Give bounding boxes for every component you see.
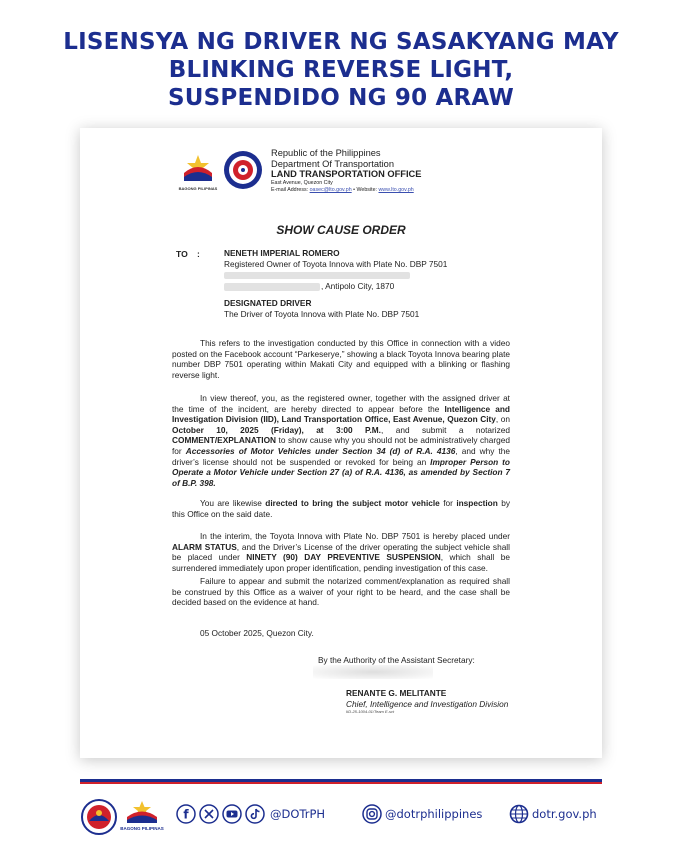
paragraph-4 (172, 531, 510, 573)
facebook-icon[interactable] (176, 804, 196, 824)
letterhead-address: East Avenue, Quezon City (271, 179, 333, 186)
instagram-icon[interactable] (362, 804, 382, 824)
footer-logo-caption: BAGONG PILIPINAS (120, 826, 164, 831)
p4-bold: NINETY (90) DAY PREVENTIVE SUSPENSION (246, 552, 441, 563)
p2-text: , on (495, 414, 510, 425)
youtube-icon[interactable] (222, 804, 242, 824)
reference-number: IID-25-1004-01/Team E-sct (346, 709, 395, 715)
recipient-block (224, 248, 447, 292)
p3-bold: directed to bring the subject motor vehicle (265, 498, 440, 508)
recipient-name: NENETH IMPERIAL ROMERO (224, 248, 340, 258)
p3-text: for (439, 498, 457, 508)
p2-bold-italic: Accessories of Motor Vehicles under Section 34 (d) of R.A. 4136 (185, 445, 456, 456)
letterhead-office: LAND TRANSPORTATION OFFICE (271, 169, 422, 180)
svg-text:f: f (183, 807, 189, 822)
email-label: E-mail Address: (271, 186, 309, 193)
digital-signature-stamp (508, 663, 552, 693)
recipient-redacted-line (224, 270, 447, 281)
paragraph-3 (172, 498, 510, 519)
p4-bold: ALARM STATUS (172, 541, 237, 552)
website-link[interactable]: www.lto.gov.ph (378, 186, 414, 193)
tiktok-icon[interactable] (245, 804, 265, 824)
paragraph-2 (172, 393, 510, 488)
dotr-seal-icon (81, 799, 117, 835)
p2-bold: October 10, 2025 (Friday), at 3:00 P.M. (172, 424, 381, 435)
p4-text: , and the Driver’s License of the driver operating the subject vehicle shall be placed under (172, 541, 510, 563)
p4-text: , which shall be surrendered immediately upon proper identification, pending investigation of this case. (172, 552, 510, 573)
p2-bold: COMMENT/EXPLANATION (172, 435, 277, 446)
headline-line-2: BLINKING REVERSE LIGHT, (168, 57, 514, 83)
x-icon[interactable] (199, 804, 219, 824)
seal-caption: BAGONG PILIPINAS (178, 186, 218, 191)
letterhead-department: Department Of Transportation (271, 158, 394, 169)
show-cause-order-document (80, 128, 602, 758)
designated-desc: The Driver of Toyota Innova with Plate No. DBP 7501 (224, 309, 420, 319)
recipient-city: , Antipolo City, 1870 (321, 281, 395, 291)
p2-text: In view thereof, you, as the registered owner, together with the assigned driver at the time of the incident, are hereby directed to appear before the (172, 393, 510, 414)
designated-driver-block (224, 298, 419, 320)
social-handle[interactable]: @DOTrPH (270, 807, 326, 821)
letterhead-contact (271, 187, 421, 194)
p2-text: to show cause why you should not be administratively charged for (172, 435, 510, 456)
to-label: TO (176, 249, 188, 259)
letterhead (271, 148, 421, 194)
instagram-handle[interactable]: @dotrphilippines (385, 807, 483, 821)
redaction (224, 272, 410, 279)
paragraph-5-text: Failure to appear and submit the notarized comment/explanation as required shall be construed by this Office as a waiver of your right to be heard, and the case shall be decided based on the evidence at hand. (172, 576, 510, 608)
website-handle[interactable]: dotr.gov.ph (532, 807, 597, 821)
headline (0, 28, 682, 112)
p2-bold-italic: Improper Person to Operate a Motor Vehicle under Section 27 (a) of R.A. 4136, as amended by Section 7 of B.P. 398. (172, 456, 511, 488)
bagong-pilipinas-logo (181, 153, 215, 183)
p3-text: You are likewise (200, 498, 266, 508)
p2-bold: Intelligence and Investigation Division (IID), Land Transportation Office, East Avenue, Quezon City (172, 403, 510, 425)
paragraph-1 (172, 338, 510, 380)
globe-icon[interactable] (509, 804, 529, 824)
designated-title: DESIGNATED DRIVER (224, 298, 312, 308)
headline-line-1: LISENSYA NG DRIVER NG SASAKYANG MAY (63, 29, 619, 55)
headline-line-3: SUSPENDIDO NG 90 ARAW (168, 85, 514, 111)
p3-text: by this Office on the said date. (172, 498, 510, 519)
email-link[interactable]: oasec@lto.gov.ph (309, 186, 352, 193)
p2-text: , and submit a notarized (381, 424, 510, 435)
redaction (224, 283, 320, 291)
signatory-name: RENANTE G. MELITANTE (346, 688, 447, 698)
recipient-address (224, 281, 447, 292)
signatory-title: Chief, Intelligence and Investigation Division (346, 698, 509, 709)
paragraph-5 (172, 576, 510, 608)
p4-text: In the interim, the Toyota Innova with Plate No. DBP 7501 is hereby placed under (200, 531, 510, 541)
signature-mark (313, 665, 433, 679)
footer-divider-red (80, 782, 602, 784)
authority-line: By the Authority of the Assistant Secretary: (318, 655, 475, 665)
to-colon: : (197, 249, 200, 259)
lto-seal-icon (223, 150, 263, 190)
p2-text: , and why the driver’s license should not be suspended or revoked for being an (172, 445, 510, 467)
paragraph-1-text: This refers to the investigation conducted by this Office in connection with a video posted on the Facebook account “Parkeserye,” showing a black Toyota Innova bearing plate number DBP 7501 operating within Makati City and equipped with a blinking or flashing reverse light. (172, 338, 510, 380)
p3-bold: inspection (456, 498, 498, 508)
document-date: 05 October 2025, Quezon City. (200, 628, 314, 638)
website-label: • Website: (353, 186, 377, 193)
letterhead-republic: Republic of the Philippines (271, 148, 381, 158)
bagong-pilipinas-footer-logo (125, 800, 159, 824)
recipient-desc: Registered Owner of Toyota Innova with Plate No. DBP 7501 (224, 259, 448, 269)
signatory-block (346, 688, 508, 715)
document-title: SHOW CAUSE ORDER (276, 223, 406, 237)
